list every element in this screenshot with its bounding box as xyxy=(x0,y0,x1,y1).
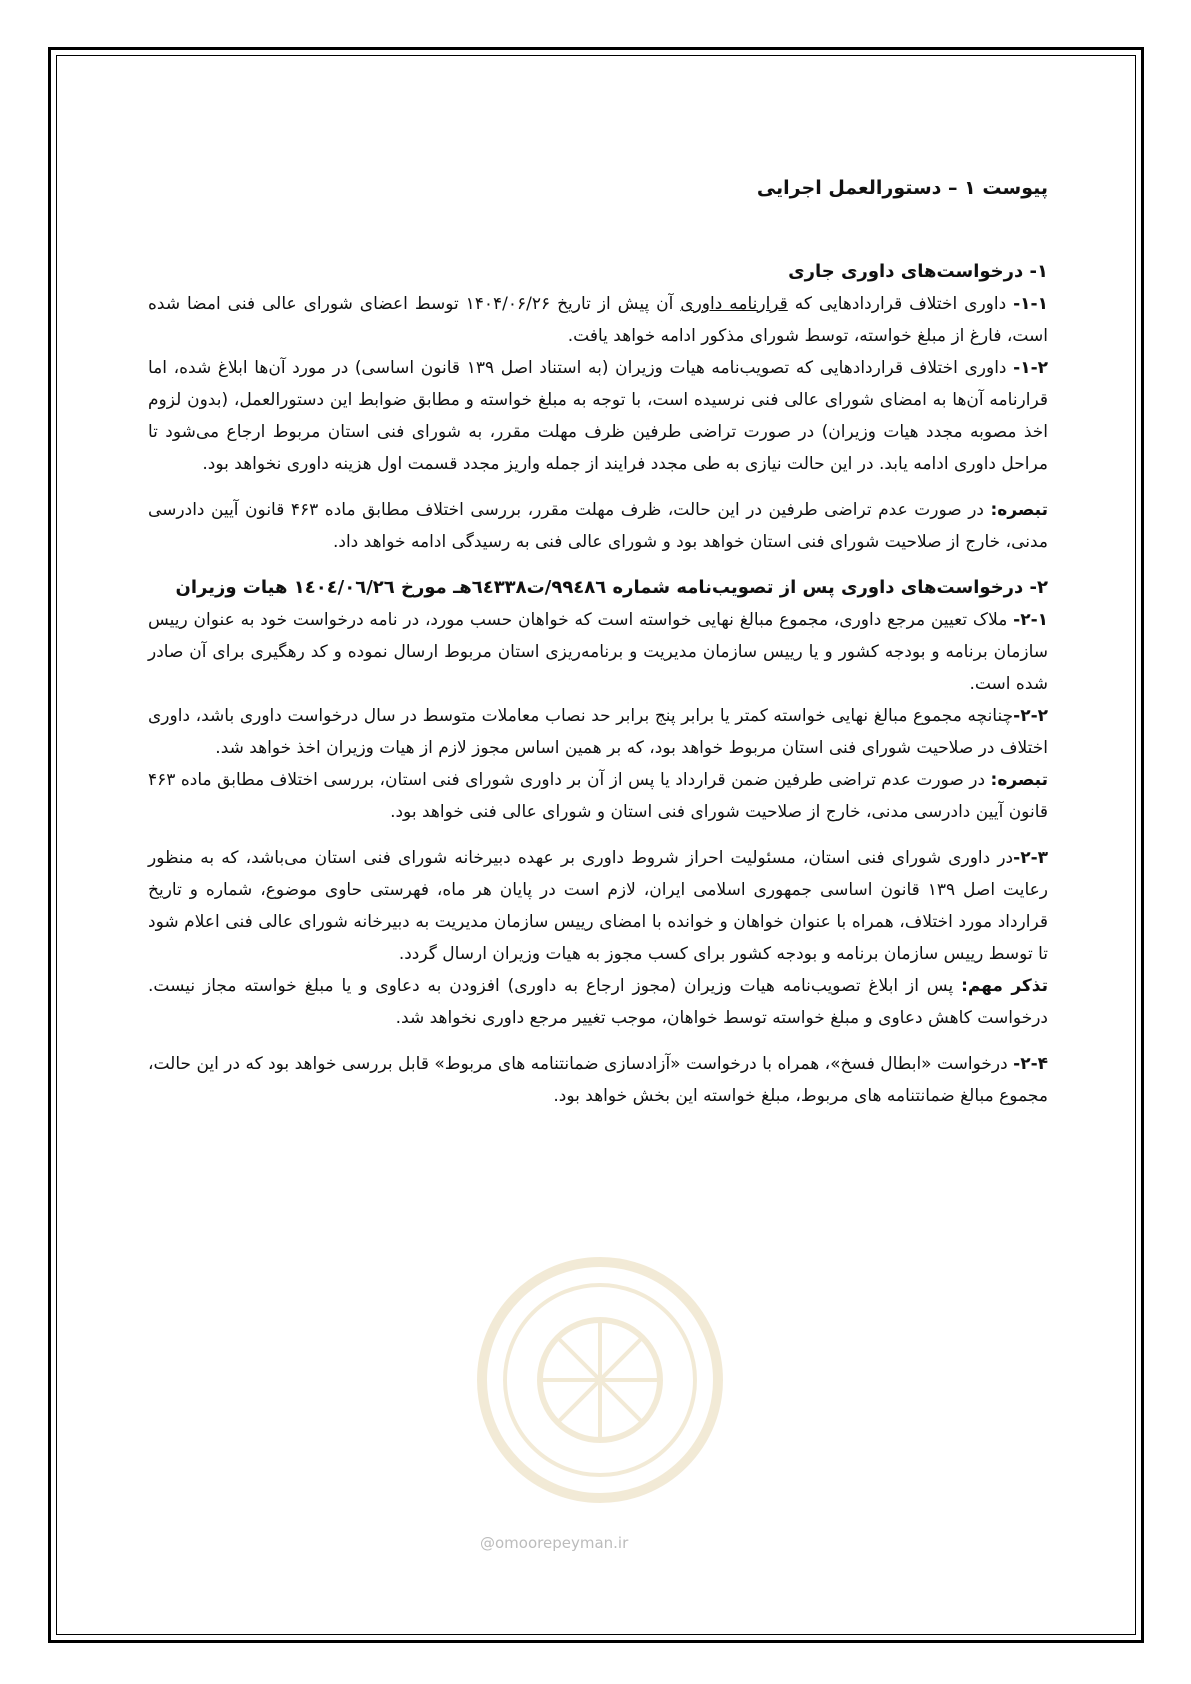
clause-number: ۲-۲- xyxy=(1013,706,1048,726)
section2-note xyxy=(148,764,1048,828)
clause-text: چنانچه مجموع مبالغ نهایی خواسته کمتر یا برابر پنج برابر حد نصاب معاملات متوسط در سال درخواست داوری باشد، داوری اختلاف در صلاحیت شورای فنی استان مربوط خواهد بود، که بر همین اساس مجوز لازم از هیات وزیران اخذ خواهد شد. xyxy=(148,706,1048,758)
important-text: پس از ابلاغ تصویب‌نامه هیات وزیران (مجوز ارجاع به داوری) افزودن به دعاوی و یا مبلغ خواسته مجاز نیست. درخواست کاهش دعاوی و مبلغ خواسته توسط خواهان، موجب تغییر مرجع داوری نخواهد شد. xyxy=(148,976,1048,1028)
clause-text: آن پیش از تاریخ ۱۴۰۴/۰۶/۲۶ توسط اعضای شورای عالی فنی امضا شده است، فارغ از مبلغ خواسته، توسط شورای مذکور ادامه خواهد یافت. xyxy=(148,294,1048,346)
clause-number: ۲-۴- xyxy=(1013,1054,1048,1074)
document-body xyxy=(148,172,1048,1112)
watermark-logo-icon xyxy=(470,1250,730,1510)
clause-number: ۱-۲- xyxy=(1013,358,1048,378)
section1-note xyxy=(148,494,1048,558)
section1-clause2 xyxy=(148,352,1048,480)
important-label: تذکر مهم: xyxy=(961,976,1048,996)
clause-text: داوری اختلاف قراردادهایی که xyxy=(787,294,1014,314)
clause-number: ۲-۳- xyxy=(1013,848,1048,868)
clause-text: درخواست «ابطال فسخ»، همراه با درخواست «آزادسازی ضمانتنامه های مربوط» قابل بررسی خواهد بود که در این حالت، مجموع مبالغ ضمانتنامه های مربوط، مبلغ خواسته این بخش خواهد بود. xyxy=(148,1054,1048,1106)
note-label: تبصره: xyxy=(990,770,1048,790)
watermark-text: @omoorepeyman.ir xyxy=(480,1534,629,1552)
note-text: در صورت عدم تراضی طرفین در این حالت، ظرف مهلت مقرر، بررسی اختلاف مطابق ماده ۴۶۳ قانون آیین دادرسی مدنی، خارج از صلاحیت شورای فنی استان خواهد بود و شورای عالی فنی به رسیدگی ادامه خواهد داد. xyxy=(148,500,1048,552)
page-title: پیوست ۱ – دستورالعمل اجرایی xyxy=(756,177,1048,199)
clause-text: ملاک تعیین مرجع داوری، مجموع مبالغ نهایی خواسته است که خواهان حسب مورد، در نامه درخواست خود به عنوان رییس سازمان برنامه و بودجه کشور و یا رییس سازمان مدیریت و برنامه‌ریزی استان مربوط ارسال نموده و کد رهگیری برای آن صادر شده است. xyxy=(148,610,1048,694)
section2-heading: ۲- درخواست‌های داوری پس از تصویب‌نامه شماره ٩٩٤٨٦/ت٦٤٣٣٨هـ مورخ ١٤٠٤/٠٦/٢٦ هیات وزیران xyxy=(175,577,1048,598)
section2-clause1 xyxy=(148,604,1048,700)
note-text: در صورت عدم تراضی طرفین ضمن قرارداد یا پس از آن بر داوری شورای فنی استان، بررسی اختلاف مطابق ماده ۴۶۳ قانون آیین دادرسی مدنی، خارج از صلاحیت شورای فنی استان و شورای عالی فنی خواهد بود. xyxy=(148,770,1048,822)
clause-number: ۱-۱- xyxy=(1013,294,1048,314)
section1-clause1 xyxy=(148,288,1048,352)
section2-clause3 xyxy=(148,842,1048,970)
clause-number: ۲-۱- xyxy=(1013,610,1048,630)
clause-text: در داوری شورای فنی استان، مسئولیت احراز شروط داوری بر عهده دبیرخانه شورای فنی استان می‌باشد، که به منظور رعایت اصل ۱۳۹ قانون اساسی جمهوری اسلامی ایران، لازم است در پایان هر ماه، فهرستی حاوی موضوع، شماره و تاریخ قرارداد مورد اختلاف، همراه با عنوان خواهان و خوانده با امضای رییس سازمان مدیریت به دبیرخانه شورای عالی فنی اعلام شود تا توسط رییس سازمان برنامه و بودجه کشور برای کسب مجوز به هیات وزیران ارسال گردد. xyxy=(148,848,1048,964)
underlined-term: قرارنامه داوری xyxy=(680,294,788,314)
section1-heading: ۱- درخواست‌های داوری جاری xyxy=(788,261,1048,282)
section2-important xyxy=(148,970,1048,1034)
section2-clause2 xyxy=(148,700,1048,764)
section2-clause4 xyxy=(148,1048,1048,1112)
note-label: تبصره: xyxy=(990,500,1048,520)
clause-text: داوری اختلاف قراردادهایی که تصویب‌نامه هیات وزیران (به استناد اصل ۱۳۹ قانون اساسی) در مورد آن‌ها ابلاغ شده، اما قرارنامه آن‌ها به امضای شورای عالی فنی نرسیده است، با توجه به مبلغ خواسته و مطابق ضوابط این دستورالعمل، (بدون لزوم اخذ مصوبه مجدد هیات وزیران) در صورت تراضی طرفین ظرف مهلت مقرر، به شورای فنی استان مربوط ارجاع می‌شود تا مراحل داوری ادامه یابد. در این حالت نیازی به طی مجدد فرایند از جمله واریز مجدد قسمت اول هزینه داوری نخواهد بود. xyxy=(148,358,1048,474)
